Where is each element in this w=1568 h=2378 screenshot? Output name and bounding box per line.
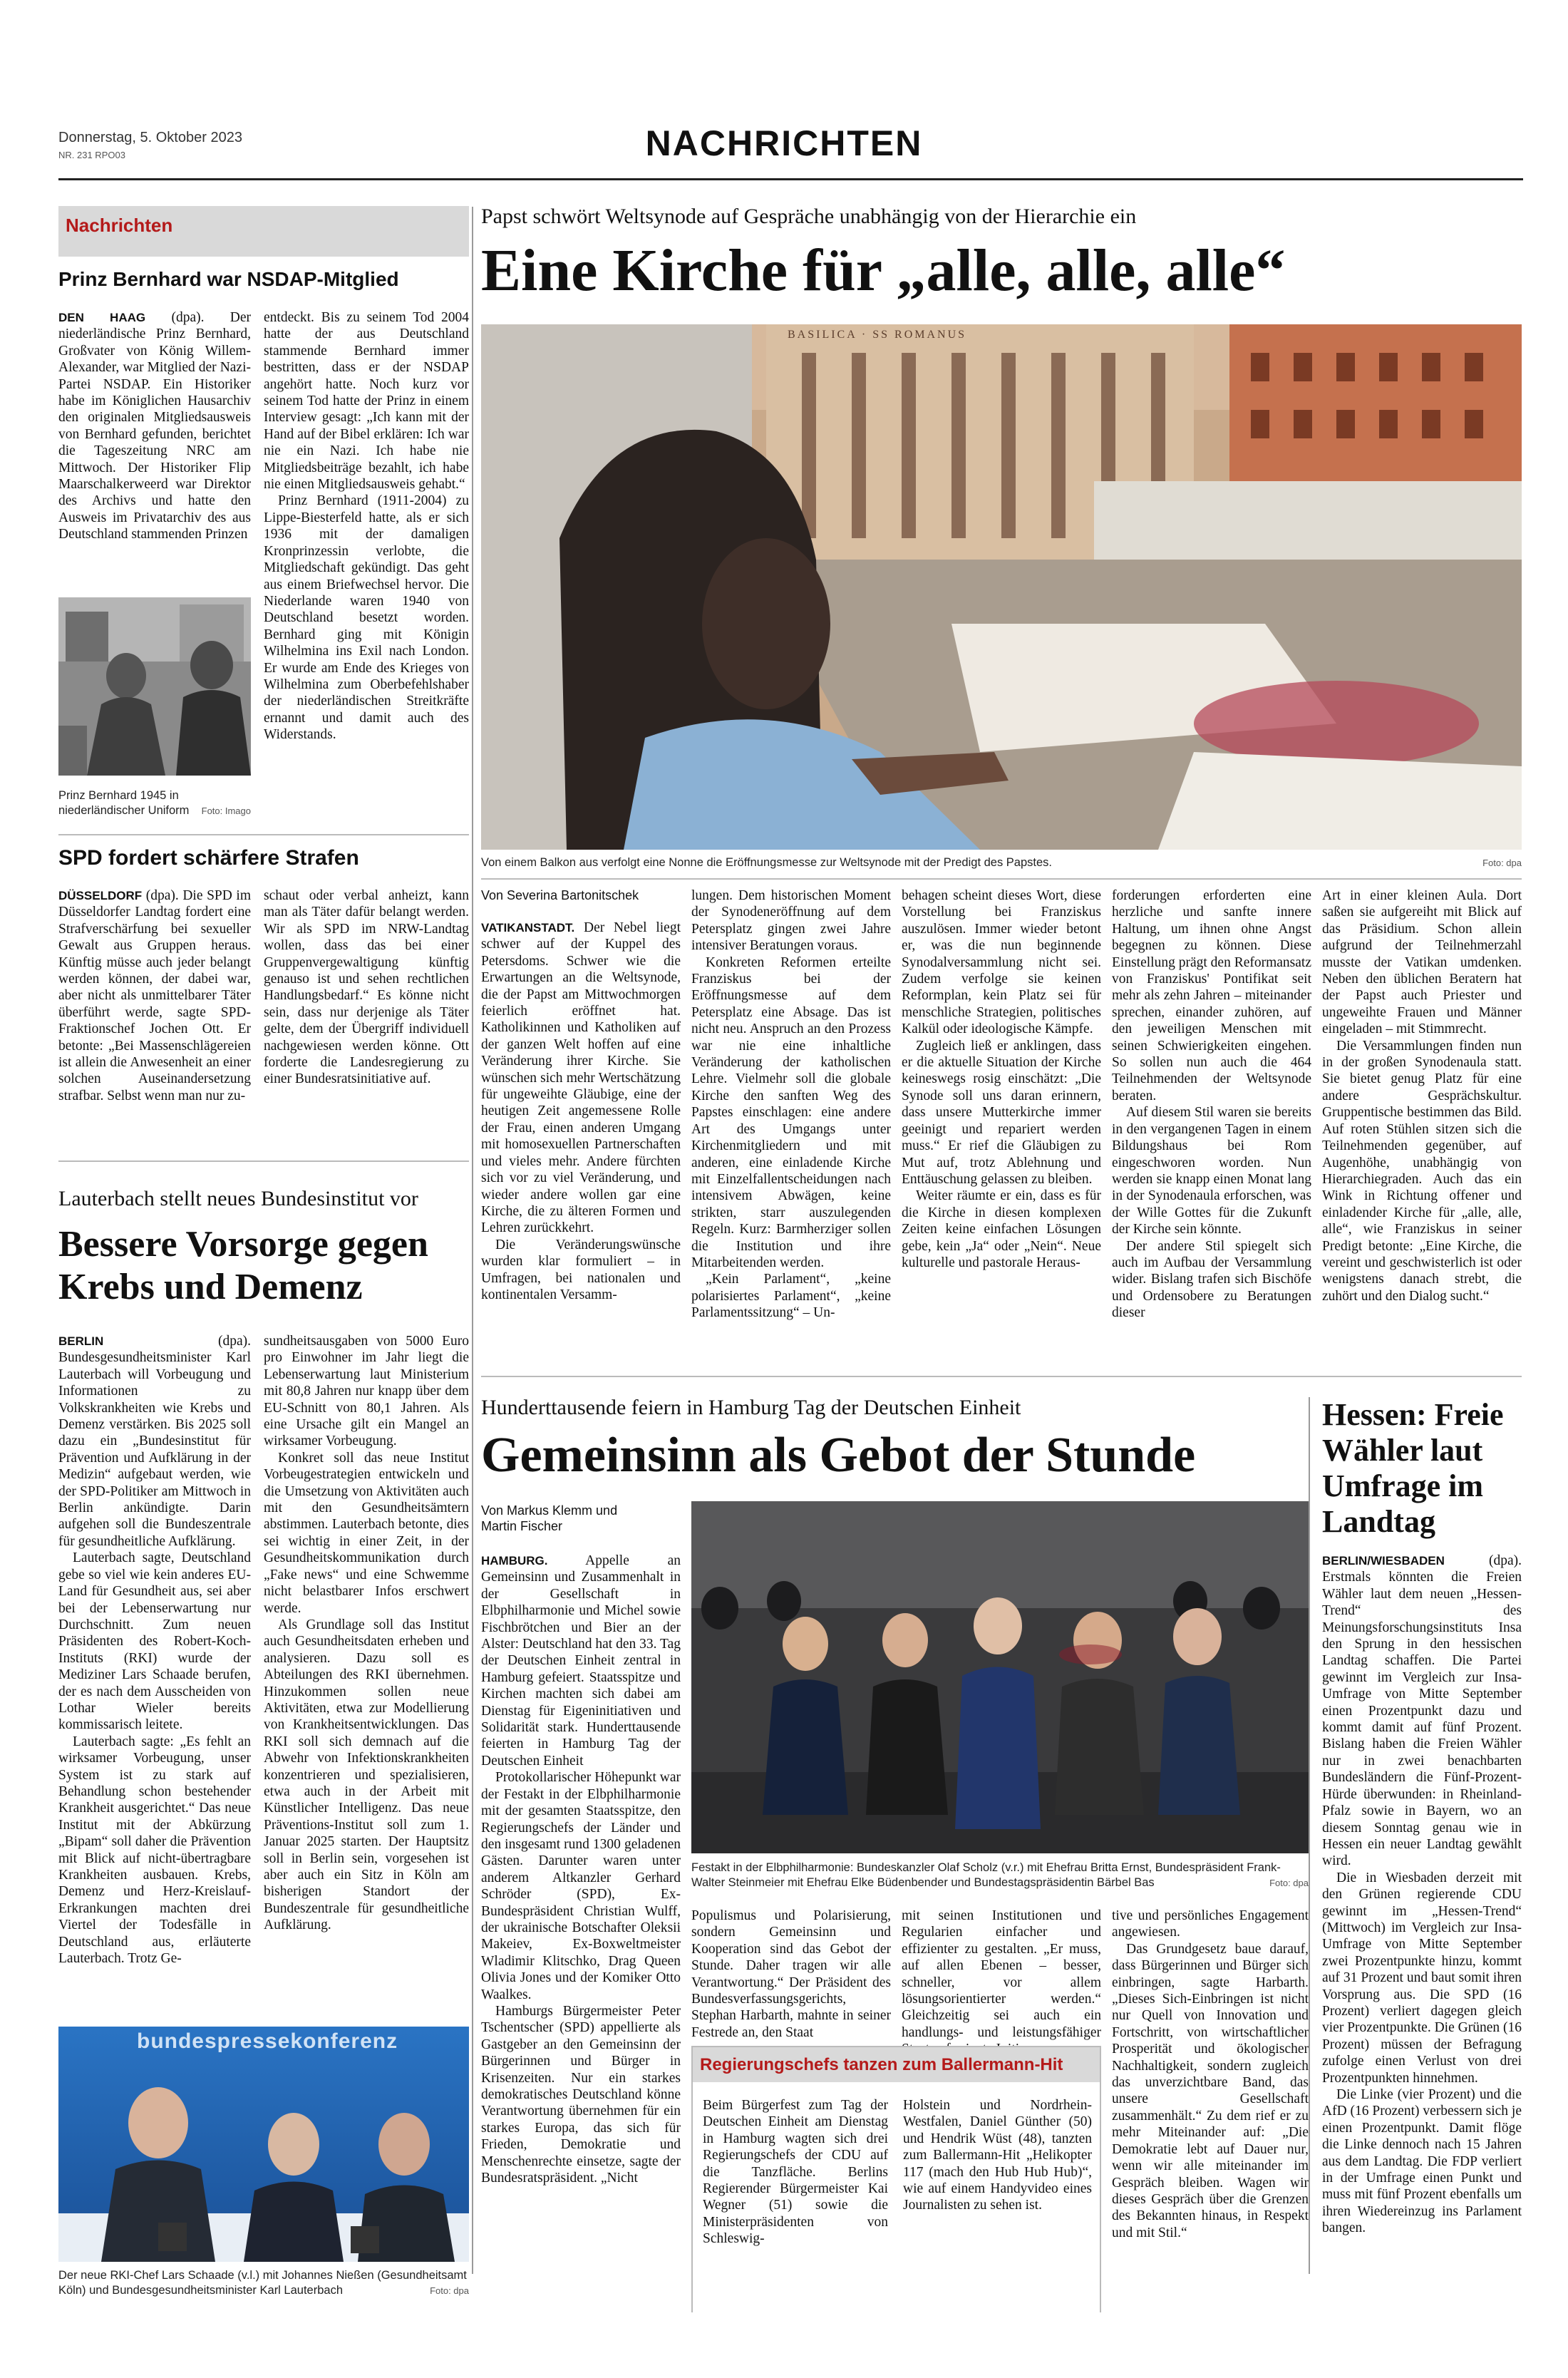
divider — [58, 1160, 469, 1162]
einheit-kicker: Hunderttausende feiern in Hamburg Tag der Deutschen Einheit — [481, 1396, 1021, 1419]
paragraph: mit seinen Institutionen und Regularien einfacher und effizienter zu gestalten. „Er muss, auf allen Ebenen – besser, schneller, vor allem lösungsorientierter werden.“ Gleichzeitig sei auch ein handlungs- und leistungsfähiger — [902, 1908, 1101, 2040]
dance-box — [691, 2046, 1101, 2312]
masthead-rule — [58, 178, 1523, 180]
dance-box-title: Regierungschefs tanzen zum Ballermann-Hit — [693, 2047, 1100, 2082]
caption-text: Von einem Balkon aus verfolgt eine Nonne die Eröffnungsmesse zur Weltsynode mit der Predigt des Papstes. — [481, 856, 1053, 869]
hessen-col — [1322, 1553, 1522, 2312]
synode-headline: Eine Kirche für „alle, alle, alle“ — [481, 237, 1286, 304]
einheit-caption — [691, 1860, 1309, 1890]
paragraph: Lauterbach sagte: „Es fehlt an wirksamer Vorbeugung, unser System ist zu stark auf Behandlung schon bestehender Krankheit ausgerichtet.“ Das neue Institut mit der Abkürzung „Bipam“ soll daher die Prävention mit Blick auf nicht-übertragbare Krankheiten ausbauen. Krebs, Demenz und Herz-Kreislauf-Erkrankungen machten drei Viertel der Todesfälle in Deutschland aus, erläuterte Lauterbach. Trotz Ge- — [58, 1734, 251, 1967]
dateline: HAMBURG. — [481, 1554, 548, 1568]
dance-box-col2 — [903, 2097, 1092, 2304]
paragraph: Auf diesem Stil waren sie bereits in den vergangenen Tagen in einem Bildungshaus bei Rom eingeschworen worden. Nun werden sie knapp einen Monat lang in der Synodenaula erforschen, was der Wille Gottes für die Zukunft der Kirche sein könnte. — [1112, 1105, 1311, 1237]
photo-facade-inscription: BASILICA · SS ROMANUS — [788, 329, 967, 341]
paragraph: Die in Wiesbaden derzeit mit den Grünen regierende CDU gewinnt im „Hessen-Trend“ (Mittwoch) im Vergleich zur Insa-Umfrage von Mitte September zwei Prozentpunkte hinzu, kommt auf 31 Prozent und baut somit ihren Vorsprung aus. Die SPD (16 Prozent) verliert dagegen gleich vier Prozentpunkte. Die Grünen (16 Prozent) müssen der Befragung zufolge einen Verlust von drei Prozentpunkten hinnehmen. — [1322, 1870, 1522, 2086]
einheit-byline: Von Markus Klemm und Martin Fischer — [481, 1503, 618, 1533]
paragraph: Lauterbach sagte, Deutschland gebe so viel wie kein anderes EU-Land für Gesundheit aus, sei aber bei der Lebenserwartung nur Durchschnitt. Zum neuen Präsidenten des Robert-Koch-Instituts (RKI) wurde der Mediziner Lars Schaade berufen, der es nach dem Ausscheiden von Lothar Wieler bereits kommissarisch leitete. — [58, 1550, 251, 1733]
einheit-headline: Gemeinsinn als Gebot der Stunde — [481, 1428, 1196, 1483]
paragraph: Das Grundgesetz baue darauf, dass Bürgerinnen und Bürger sich einbringen, sagte Harbarth. „Dieses Sich-Einbringen ist nicht nur Quell von Innovation und Fortschritt, von wirtschaftlicher Prosperität und ökologischer Nachhaltigkeit, sondern zugleich das unverzichtbare Band, das unsere Gesellschaft zusammenhält.“ Zu dem rief er zu mehr Miteinander auf: „Die Demokratie lebt auf Dauer nur, wenn wir alle miteinander im Gespräch bleiben. Wagen wir dieses Gespräch über die Grenzen des Bekannten hinaus, in Respekt und mit Stil.“ — [1112, 1941, 1309, 2240]
paragraph: Weiter räumte er ein, dass es für die Kirche in diesen komplexen Zeiten keine einfachen Lösungen gebe, kein „Ja“ oder „Nein“. Neue kulturelle und pastorale Heraus- — [902, 1188, 1101, 1270]
synode-caption — [481, 855, 1522, 870]
photo-credit: Foto: dpa — [430, 2285, 469, 2296]
paragraph: entdeckt. Bis zu seinem Tod 2004 hatte der aus Deutschland stammende Bernhard immer bestritten, dass er der NSDAP angehört hatte. Noch kurz vor seinem Tod hatte der Prinz in einem Interview gesagt: „Ich kann mit der Hand auf der Bibel erklären: Ich war nie ein Nazi. Ich habe nie Mitgliedsbeiträge bezahlt, ich habe nie einen Mitgliedsausweis gehabt.“ — [264, 310, 469, 493]
synode-col3 — [902, 887, 1101, 1365]
paragraph: Hamburgs Bürgermeister Peter Tschentscher (SPD) appellierte als Gastgeber an den Gemeinsinn der Bürgerinnen und Bürger in Krisenzeiten. Nur ein starkes demokratisches Deutschland könne Verantwortung übernehmen für ein starkes Europa, das sich für Frieden, Demokratie und Menschenrechte einsetze, sagte der Bundesratspräsident. „Nicht — [481, 2003, 681, 2186]
photo-credit: Foto: Imago — [201, 805, 251, 816]
synode-byline: Von Severina Bartonitschek — [481, 888, 639, 902]
dateline: VATIKANSTADT. — [481, 921, 575, 935]
photo-credit: Foto: dpa — [1269, 1878, 1309, 1888]
text: (dpa). Erstmals könnten die Freien Wähler laut dem neuen „Hessen-Trend“ des Meinungsforschungsinstituts Insa den Sprung in den hessischen Landtag schaffen. Die Partei gewinnt im Vergleich zur Insa-Umfrage von Mitte September einen Prozentpunkt dazu und kommt damit auf fünf Prozent. Bislang haben die Freien Wähler nur in zwei benachbarten Bundesländern die Fünf-Prozent-Hürde überwunden: in Rheinland-Pfalz sowie in Bayern, wo an diesem Sonntag genau wie in Hessen ein neuer Landtag gewählt wird. — [1322, 1553, 1522, 1869]
lauterbach-caption — [58, 2268, 469, 2298]
dateline: BERLIN — [58, 1334, 104, 1348]
issue-number: NR. 231 RPO03 — [58, 150, 125, 160]
hessen-headline: Hessen: Freie Wähler laut Umfrage im Landtag — [1322, 1397, 1504, 1539]
paragraph: Die Veränderungswünsche wurden klar formuliert – in Umfragen, bei nationalen und kontinentalen Versamm- — [481, 1237, 681, 1302]
synode-col2 — [691, 887, 891, 1365]
caption-text: Der neue RKI-Chef Lars Schaade (v.l.) mit Johannes Nießen (Gesundheitsamt Köln) und Bundesgesundheitsminister Karl Lauterbach — [58, 2269, 467, 2297]
lauterbach-kicker: Lauterbach stellt neues Bundesinstitut vor — [58, 1187, 418, 1210]
lauterbach-col2 — [264, 1333, 469, 2026]
paragraph: Holstein und Nordrhein-Westfalen, Daniel Günther (50) und Hendrik Wüst (48), tanzten zum Ballermann-Hit „Helikopter 117 (mach den Hub Hub Hub)“, wie auf einem Handyvideo eines Journalisten zu sehen ist. — [903, 2098, 1092, 2213]
bernhard-caption — [58, 788, 251, 818]
section-title: NACHRICHTEN — [645, 123, 923, 163]
issue-date: Donnerstag, 5. Oktober 2023 — [58, 130, 242, 145]
bernhard-headline: Prinz Bernhard war NSDAP-Mitglied — [58, 268, 399, 290]
paragraph: Populismus und Polarisierung, sondern Gemeinsinn und Kooperation sind das Gebot der Stunde. Daher tragen wir alle Verantwortung.“ Der Präsident des Bundesverfassungsgerichts, Stephan Harbarth, mahnte in seiner Festrede an, den Staat — [691, 1908, 891, 2040]
synode-col4 — [1112, 887, 1311, 1365]
text: (dpa). Die SPD im Düsseldorfer Landtag fordert eine Strafverschärfung bei sexueller Gewalt aus Gruppen heraus. Künftig müsse auch jeder belangt werden können, der dabei war, aber nicht als unmittelbarer Täter überführt werde, sagte SPD-Fraktionschef Jochen Ott. Er betonte: „Bei Massenschlägereien ist allein die Anwesenheit an einer solchen Auseinandersetzung strafbar. Selbst wenn man nur zu- — [58, 888, 252, 1103]
paragraph: forderungen erforderten eine herzliche und sanfte innere Haltung, um ihnen ohne Angst begegnen zu können. Diese Einstellung prägt den Reformansatz von Franziskus' Pontifikat seit mehr als zehn Jahren – miteinander sprechen, einander zuhören, auf den jeweiligen Menschen mit seinen Schwierigkeiten eingehen. So sollen nun auch die 464 Teilnehmenden der Weltsynode beraten. — [1112, 888, 1311, 1103]
spd-col1 — [58, 887, 251, 1151]
paragraph: sundheitsausgaben von 5000 Euro pro Einwohner im Jahr liegt die Lebenserwartung laut Ministerium mit 80,8 Jahren nur knapp über dem EU-Schnitt von 80,1 Jahren. Als eine Ursache gilt ein Mangel an wirksamer Vorbeugung. — [264, 1334, 469, 1449]
photo-backdrop-text: bundespressekonferenz — [137, 2029, 398, 2053]
spd-col2 — [264, 887, 469, 1151]
paragraph: Zugleich ließ er anklingen, dass er die aktuelle Situation der Kirche keineswegs rosig einschätzt: „Die Synode soll uns daran erinnern, dass unsere Mutterkirche immer geeinigt und repariert werden muss.“ Er rief die Gläubigen zu Mut auf, trotz Ablehnung und Enttäuschung gelassen zu bleiben. — [902, 1038, 1101, 1187]
lauterbach-col1 — [58, 1333, 251, 2026]
column-rule — [472, 207, 473, 2274]
einheit-col1 — [481, 1553, 681, 2312]
bernhard-col1 — [58, 309, 251, 591]
dateline: DEN HAAG — [58, 311, 146, 324]
text: Appelle an Gemeinsinn und Zusammenhalt in der Gesellschaft in Elbphilharmonie und Michel sowie Fischbrötchen und Bier an der Alster: Deutschland hat den 33. Tag der Deutschen Einheit zentral in Hamburg gefeiert. Staatsspitze und Kirchen machten sich dabei am Dienstag für Eigeninitiativen und Solidarität stark. Hunderttausende feierten in Hamburg Tag der Deutschen Einheit — [481, 1553, 681, 1769]
paragraph: schaut oder verbal anheizt, kann man als Täter dafür belangt werden. Wir als SPD im NRW-Landtag wollen, dass das bei einer Gruppenvergewaltigung künftig genauso ist und sehen rechtlichen Handlungsbedarf.“ Es könne nicht sein, dass nur derjenige als Täter gelte, dem der Übergriff individuell nachgewiesen werden könne. Ott forderte die Landesregierung zu einer Bundesratsinitiative auf. — [264, 888, 469, 1087]
paragraph: Art in einer kleinen Aula. Dort saßen sie aufgereiht mit Blick auf das Präsidium. Schon allein aufgrund der Teilnehmerzahl musste der Vatikan umdenken. Neben den üblichen Beratern hat der Papst auch Priester und ungeweihte Frauen und Männer eingeladen – mit Stimmrecht. — [1322, 888, 1522, 1037]
divider — [481, 878, 1522, 880]
paragraph: Der andere Stil spiegelt sich auch im Aufbau der Versammlung wider. Bislang trafen sich Bischöfe und Ordensobere zu Beratungen dieser — [1112, 1238, 1311, 1321]
paragraph: lungen. Dem historischen Moment der Synodeneröffnung auf dem Petersplatz gingen zwei Jahre intensiver Beratungen voraus. — [691, 888, 891, 954]
caption-text: Prinz Bernhard 1945 in niederländischer Uniform — [58, 789, 190, 817]
text: (dpa). Der niederländische Prinz Bernhard, Großvater von König Willem-Alexander, war Mitglied der Nazi-Partei NSDAP. Ein Historiker habe im Königlichen Hausarchiv den originalen Mitgliedsausweis von Bernhard gefunden, berichtet die Tageszeitung NRC am Mittwoch. Der Historiker Flip Maarschalkerweerd war Direktor des Archivs und hatte den Ausweis im Privatarchiv des aus Deutschland stammenden Prinzen — [58, 310, 252, 542]
paragraph: tive und persönliches Engagement angewiesen. — [1112, 1908, 1309, 1940]
lauterbach-photo — [58, 2027, 469, 2262]
sidebar-label: Nachrichten — [58, 206, 469, 257]
paragraph: Als Grundlage soll das Institut auch Gesundheitsdaten erheben und analysieren. Dazu soll es Abteilungen des RKI übernehmen. Hinzukommen sollen neue Aktivitäten, etwa zur Modellierung von Krankheitsentwicklungen. Das RKI soll sich demnach auf die Abwehr von Infektionskrankheiten konzentrieren und spezialisieren, etwa auch in der Arbeit mit Künstlicher Intelligenz. Das neue Präventions-Institut soll zum 1. Januar 2025 starten. Der Hauptsitz soll in Berlin sein, vorgesehen ist aber auch ein Sitz in Köln am bisherigen Standort der Bundeszentrale für gesundheitliche Aufklärung. — [264, 1617, 469, 1933]
bernhard-col2 — [264, 309, 469, 823]
dateline: DÜSSELDORF — [58, 889, 143, 902]
photo-credit: Foto: dpa — [1482, 858, 1522, 868]
text: (dpa). Bundesgesundheitsminister Karl Lauterbach will Vorbeugung und Informationen zu Volkskrankheiten wie Krebs und Demenz verstärken. Bis 2025 soll dazu ein „Bundesinstitut für Prävention und Aufklärung in der Medizin“ aufgebaut werden, wie der SPD-Politiker am Mittwoch in Berlin ankündigte. Darin aufgehen soll die Bundeszentrale für gesundheitliche Aufklärung. — [58, 1334, 251, 1549]
caption-text: Festakt in der Elbphilharmonie: Bundeskanzler Olaf Scholz (v.r.) mit Ehefrau Britta Ernst, Bundespräsident Frank-Walter Steinmeier mit Ehefrau Elke Büdenbender und Bundestagspräsidentin Bärbel Bas — [691, 1861, 1281, 1889]
text: Der Nebel liegt schwer auf der Kuppel des Petersdoms. Schwer wie die Erwartungen an die Weltsynode, die der Papst am Mittwochmorgen feierlich eröffnet hat. Katholikinnen und Katholiken auf der ganzen Welt hoffen auf eine Veränderung ihrer Kirche. Sie wünschen sich mehr Wertschätzung für ungeweihte Gläubige, eine der heutigen Zeit angemessene Rolle der Frau, einen anderen Umgang mit homosexuellen Partnerschaften und vieles mehr. Andere fürchten sich vor zu viel Veränderung, und wieder andere wollen gar eine Kirche, die zu älteren Formen und Lehren zurückkehrt. — [481, 920, 681, 1236]
synode-col5 — [1322, 887, 1522, 1365]
paragraph: „Kein Parlament“, „keine polarisiertes Parlament“, „keine Parlamentssitzung“ – Un- — [691, 1272, 891, 1321]
einheit-col2 — [691, 1908, 891, 2040]
einheit-col4 — [1112, 1908, 1309, 2312]
paragraph: Die Linke (vier Prozent) und die AfD (16 Prozent) verbessern sich je einen Prozentpunkt. Damit flöge die Linke dennoch nach 15 Jahren aus dem Landtag. Die FDP verliert in der Umfrage einen Punkt und muss mit fünf Prozent ebenfalls um ihren Wiedereinzug ins Parlament bangen. — [1322, 2087, 1522, 2236]
einheit-photo — [691, 1501, 1309, 1853]
lauterbach-headline: Bessere Vorsorge gegen Krebs und Demenz — [58, 1224, 428, 1307]
spd-headline: SPD fordert schärfere Strafen — [58, 846, 359, 870]
paragraph: behagen scheint dieses Wort, diese Vorstellung bei Franziskus auszulösen. Immer wieder betont er, was die nun beginnende Synodalversammlung nicht sei. Zudem verfolge sie keinen Reformplan, kein Platz sei für menschliche Strategien, politisches Kalkül oder ideologische Kämpfe. — [902, 888, 1101, 1037]
bernhard-photo — [58, 597, 251, 776]
paragraph: Konkret soll das neue Institut Vorbeugestrategien entwickeln und die Umsetzung von Aktivitäten auch mit den Gesundheitsämtern abstimmen. Lauterbach betonte, dies sei wichtig in einer Zeit, in der Gesundheitskommunikation durch „Fake news“ und eine Schwemme nicht belastbarer Infos erschwert werde. — [264, 1450, 469, 1616]
column-rule — [1309, 1397, 1310, 2274]
paragraph: Die Versammlungen finden nun in der großen Synodenaula statt. Sie bietet genug Platz für eine andere Gesprächskultur. Gruppentische bestimmen das Bild. Auf roten Stühlen sitzen sich die Teilnehmenden gegenüber, auf Augenhöhe, unabhängig von Hierarchiegraden. Auch das ein Wink in Richtung offener und einladender Kirche für „alle, alle, alle“, wie Franziskus in seiner Predigt betonte: „Eine Kirche, die vereint und geschwisterlich ist oder wenigstens danach strebt, die zuhört und den Dialog sucht.“ — [1322, 1038, 1522, 1304]
synode-photo — [481, 324, 1522, 850]
synode-kicker: Papst schwört Weltsynode auf Gespräche unabhängig von der Hierarchie ein — [481, 205, 1137, 228]
paragraph: Konkreten Reformen erteilte Franziskus bei der Eröffnungsmesse auf dem Petersplatz eine Absage. Das ist nicht neu. Anspruch an den Prozess war nie eine inhaltliche Veränderung der katholischen Lehre. Vielmehr soll die globale Kirche den sanften Weg des Papstes einschlagen: eine andere Art des Umgangs unter Kirchenmitgliedern und mit anderen, eine einladende Kirche mit Einzelfallentscheidungen nach intensivem Abwägen, keine strikten, starr auszulegenden Regeln. Kurz: Barmherziger sollen die Institution und ihre Mitarbeitenden werden. — [691, 954, 891, 1270]
synode-col1 — [481, 920, 681, 1365]
einheit-col3 — [902, 1908, 1101, 2040]
divider — [58, 834, 469, 835]
paragraph: Beim Bürgerfest zum Tag der Deutschen Einheit am Dienstag in Hamburg wagten sich drei Regierungschefs der CDU auf die Tanzfläche. Berlins Regierender Bürgermeister Kai Wegner (51) sowie die Ministerpräsidenten von Schleswig- — [703, 2098, 888, 2247]
dance-box-col1 — [703, 2097, 888, 2304]
paragraph: Prinz Bernhard (1911-2004) zu Lippe-Biesterfeld hatte, als er sich 1936 mit der damaligen Kronprinzessin verlobte, die Mitgliedschaft gekündigt. Das geht aus einem Briefwechsel hervor. Die Niederlande waren 1940 von Deutschland besetzt worden. Bernhard ging mit Königin Wilhelmina ins Exil nach London. Er wurde am Ende des Krieges von Wilhelmina zum Oberbefehlshaber der niederländischen Streitkräfte ernannt und damit auch des Widerstands. — [264, 493, 469, 743]
divider — [481, 1376, 1522, 1377]
dateline: BERLIN/WIESBADEN — [1322, 1554, 1445, 1568]
paragraph: Protokollarischer Höhepunkt war der Festakt in der Elbphilharmonie mit der gesamten Staatsspitze, den Regierungschefs der Länder und den insgesamt rund 1300 geladenen Gästen. Darunter waren unter anderem Altkanzler Gerhard Schröder (SPD), Ex-Bundespräsident Christian Wulff, der ukrainische Botschafter Oleksii Makeiev, Ex-Boxweltmeister Wladimir Klitschko, Drag Queen Olivia Jones und der Komiker Otto Waalkes. — [481, 1770, 681, 2002]
